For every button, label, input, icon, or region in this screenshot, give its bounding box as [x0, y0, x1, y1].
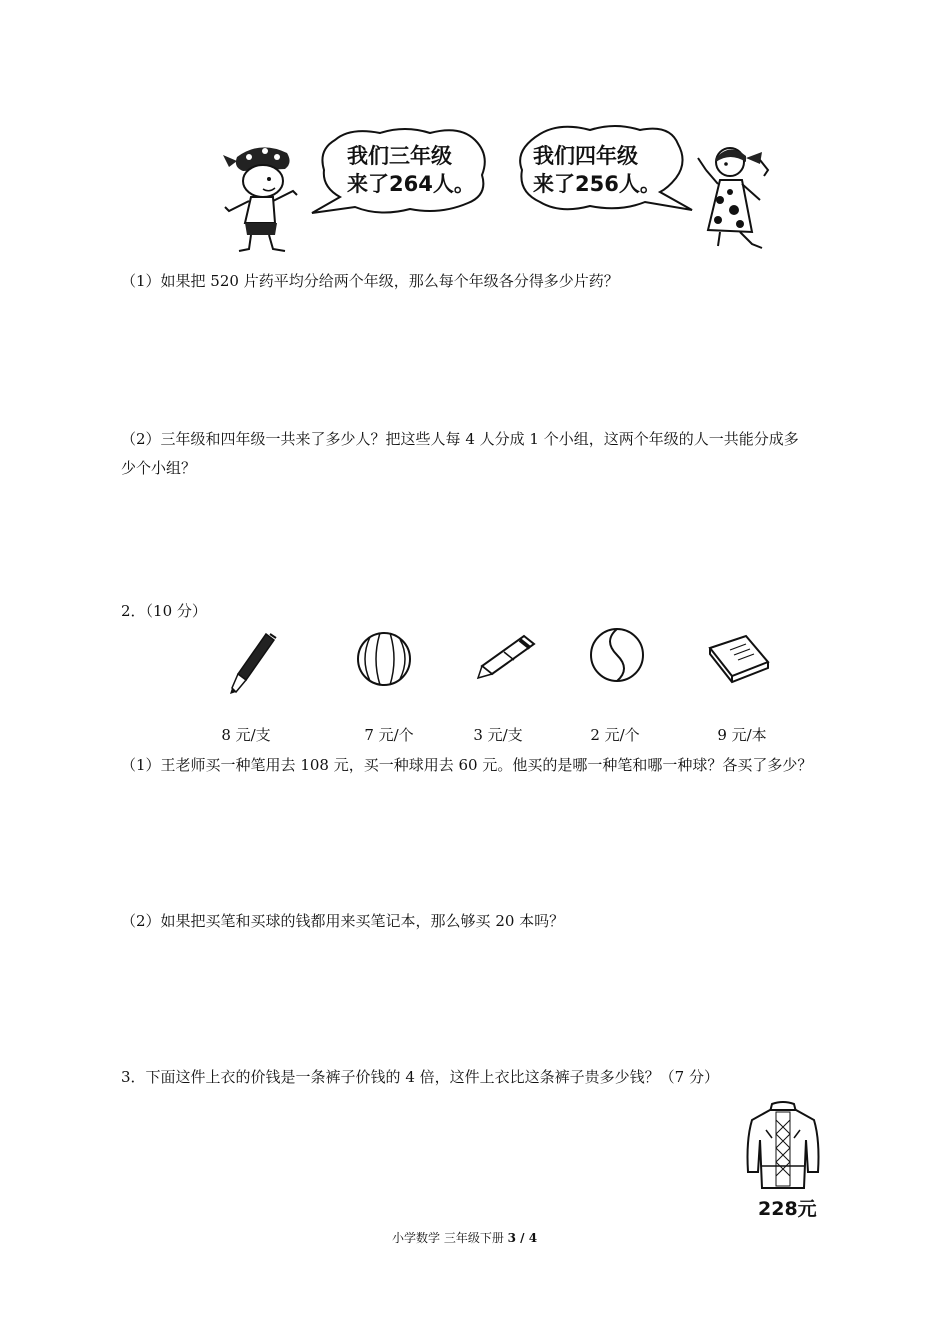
- boy-figure-icon: [215, 135, 305, 255]
- notebook-icon: [706, 632, 770, 682]
- q2-part1: （1）王老师买一种笔用去 108 元，买一种球用去 60 元。他买的是哪一种笔和哪一种球？各买了多少？: [121, 756, 813, 774]
- header-illustration: [215, 120, 775, 260]
- fountain-pen-icon: [226, 630, 278, 696]
- jacket-icon: [742, 1100, 824, 1192]
- bubble-right-line2: 来了256人。: [533, 172, 661, 196]
- bubble-right-line1: 我们四年级: [533, 144, 638, 168]
- price-notebook: 9 元/本: [717, 726, 767, 744]
- q1-part1: （1）如果把 520 片药平均分给两个年级，那么每个年级各分得多少片药？: [121, 272, 619, 290]
- pen-icon: [474, 632, 538, 680]
- girl-figure-icon: [690, 140, 775, 255]
- q3-text: 3．下面这件上衣的价钱是一条裤子价钱的 4 倍，这件上衣比这条裤子贵多少钱？（7 分）: [121, 1068, 719, 1086]
- price-pen: 3 元/支: [473, 726, 523, 744]
- jacket-price: 228元: [758, 1198, 817, 1220]
- price-tennis-ball: 2 元/个: [590, 726, 640, 744]
- beach-ball-icon: [356, 631, 412, 687]
- price-fountain-pen: 8 元/支: [221, 726, 271, 744]
- footer-label: 小学数学 三年级下册: [392, 1231, 504, 1245]
- q2-heading: 2．（10 分）: [121, 602, 207, 620]
- bubble-left-line1: 我们三年级: [347, 144, 452, 168]
- page-footer: [392, 1229, 537, 1246]
- tennis-ball-icon: [589, 627, 645, 683]
- q1-part2-line1: （2）三年级和四年级一共来了多少人？把这些人每 4 人分成 1 个小组，这两个年级的人一共能分成多: [121, 430, 799, 448]
- q1-part2-line2: 少个小组？: [121, 459, 197, 477]
- q2-part2: （2）如果把买笔和买球的钱都用来买笔记本，那么够买 20 本吗？: [121, 912, 565, 930]
- price-beach-ball: 7 元/个: [364, 726, 414, 744]
- page-number: 3 / 4: [507, 1231, 538, 1245]
- bubble-left-line2: 来了264人。: [347, 172, 475, 196]
